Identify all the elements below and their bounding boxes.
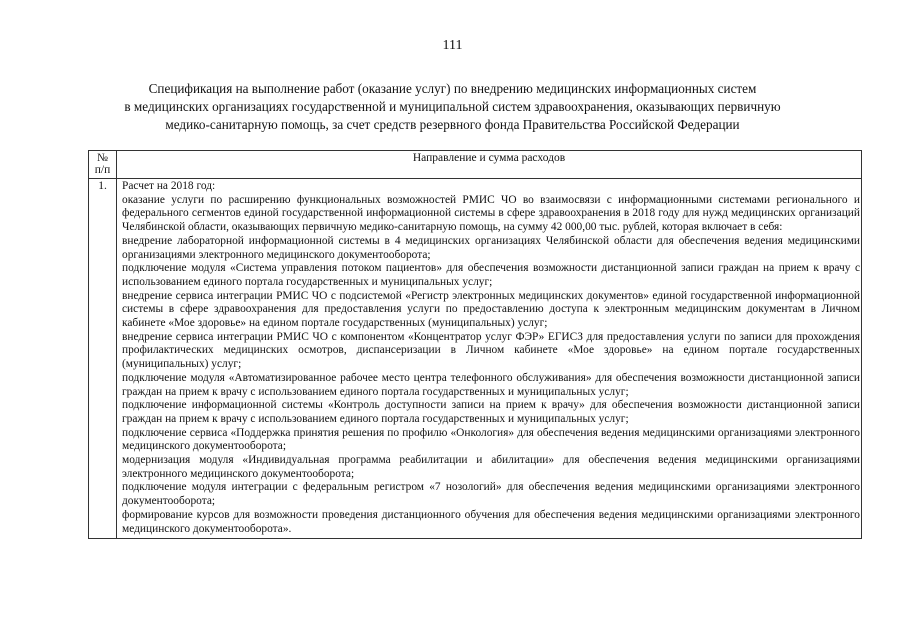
paragraph: Расчет на 2018 год:: [122, 180, 216, 192]
paragraph: подключение модуля «Автоматизированное рабочее место центра телефонного обслуживания» для обеспечения возможности дистанционной записи граждан на прием к врачу с использованием единого портала государственных и муниципальных услуг;: [122, 371, 860, 398]
paragraph: подключение сервиса «Поддержка принятия решения по профилю «Онкология» для обеспечения ведения медицинскими организациями электронного медицинского документооборота;: [122, 426, 860, 453]
paragraph: внедрение сервиса интеграции РМИС ЧО с подсистемой «Регистр электронных медицинских документов» единой государственной информационной системы в сфере здравоохранения для предоставления услуги по предоставлению доступа к электронным медицинским документам в Личном кабинете «Мое здоровье» на едином портале государственных (муниципальных) услуг;: [122, 289, 860, 330]
row-content: [117, 179, 862, 539]
row-number: 1.: [89, 179, 117, 539]
column-header-number-line: №: [97, 152, 108, 164]
paragraph: оказание услуги по расширению функциональных возможностей РМИС ЧО во взаимосвязи с информационными системами регионального и федерального сегментов единой государственной информационной системы в сфере здравоохранения в 2018 году для нужд медицинских организаций Челябинской области, оказывающих первичную медико-санитарную помощь, на сумму 42 000,00 тыс. рублей, которая включает в себя:: [122, 193, 860, 234]
paragraph: формирование курсов для возможности проведения дистанционного обучения для обеспечения ведения медицинскими организациями электронного медицинского документооборота».: [122, 508, 860, 535]
specification-table: [88, 150, 862, 539]
title-line: Спецификация на выполнение работ (оказание услуг) по внедрению медицинских информационных систем: [148, 81, 757, 96]
document-title: [70, 80, 835, 134]
table-header-row: [89, 151, 862, 179]
title-line: медико-санитарную помощь, за счет средств резервного фонда Правительства Российской Федерации: [165, 117, 740, 132]
paragraph: внедрение лабораторной информационной системы в 4 медицинских организациях Челябинской области для обеспечения ведения медицинскими организациями электронного медицинского документооборота;: [122, 234, 860, 261]
table-row: [89, 179, 862, 539]
paragraph: подключение модуля интеграции с федеральным регистром «7 нозологий» для обеспечения ведения медицинскими организациями электронного документооборота;: [122, 481, 860, 508]
paragraph: подключение модуля «Система управления потоком пациентов» для обеспечения возможности дистанционной записи граждан на прием к врачу с использованием единого портала государственных и муниципальных услуг;: [122, 262, 860, 288]
column-header-number-line: п/п: [94, 164, 111, 176]
paragraph: подключение информационной системы «Контроль доступности записи на прием к врачу» для обеспечения возможности дистанционной записи граждан на прием к врачу с использованием единого портала государственных и муниципальных услуг;: [122, 399, 860, 425]
paragraph: модернизация модуля «Индивидуальная программа реабилитации и абилитации» для обеспечения ведения медицинскими организациями электронного медицинского документооборота;: [122, 454, 860, 480]
page-number: 111: [442, 38, 463, 53]
title-line: в медицинских организациях государственной и муниципальной систем здравоохранения, оказывающих первичную: [124, 99, 781, 114]
column-header-direction: Направление и сумма расходов: [117, 151, 862, 179]
paragraph: внедрение сервиса интеграции РМИС ЧО с компонентом «Концентратор услуг ФЭР» ЕГИСЗ для предоставления услуги по записи для прохождения профилактических медицинских осмотров, диспансеризации в Личном кабинете «Мое здоровье» на едином портале государственных (муниципальных) услуг;: [122, 330, 860, 371]
column-header-number: [89, 151, 117, 179]
